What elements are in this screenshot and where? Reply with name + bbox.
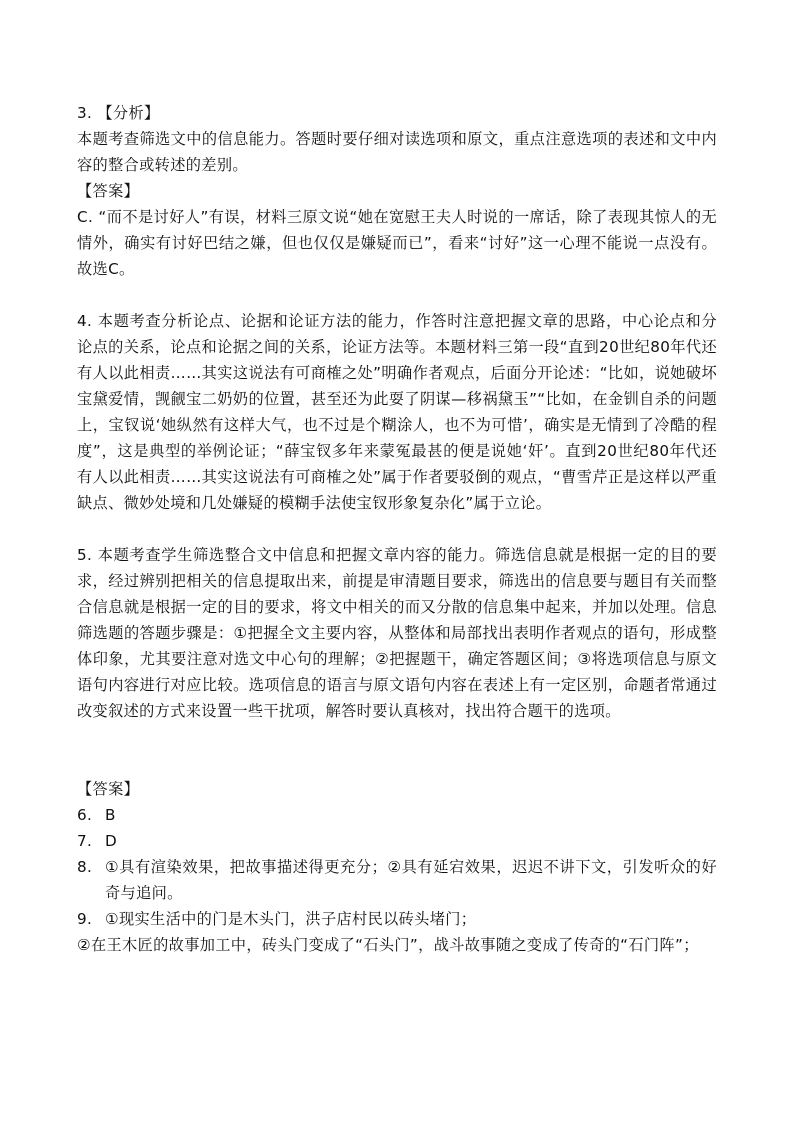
document-page	[77, 100, 717, 958]
section-3-answer-label: 【答案】	[77, 182, 140, 200]
answer-9-continuation: ②在王木匠的故事加工中，砖头门变成了“石头门”，战斗故事随之变成了传奇的“石门阵”；	[77, 936, 699, 954]
answer-item-7	[77, 828, 717, 854]
answers-label: 【答案】	[77, 780, 140, 798]
answer-item-8	[77, 854, 717, 906]
section-3-heading: 3. 【分析】	[77, 104, 160, 122]
section-5-text: 5. 本题考查学生筛选整合文中信息和把握文章内容的能力。筛选信息就是根据一定的目的要求，经过辨别把相关的信息提取出来，前提是审清题目要求，筛选出的信息要与题目有关而整合信息就是根据一定的目的要求，将文中相关的而又分散的信息集中起来，并加以处理。信息筛选题的答题步骤是：①把握全文主要内容，从整体和局部找出表明作者观点的语句，形成整体印象，尤其要注意对选文中心句的理解；②把握题干，确定答题区间；③将选项信息与原文语句内容进行对应比较。选项信息的语言与原文语句内容在表述上有一定区别，命题者常通过改变叙述的方式来设置一些干扰项，解答时要认真核对，找出符合题干的选项。	[77, 546, 717, 720]
answer-item-9	[77, 906, 717, 932]
answer-text: ①现实生活中的门是木头门，洪子店村民以砖头堵门；	[105, 910, 477, 928]
spacer	[77, 516, 717, 542]
section-3-answer-text: C. “而不是讨好人”有误，材料三原文说“她在宽慰王夫人时说的一席话，除了表现其惊人的无情外，确实有讨好巴结之嫌，但也仅仅是嫌疑而已”，看来“讨好”这一心理不能说一点没有。故选C。	[77, 208, 717, 278]
section-3-analysis: 本题考查筛选文中的信息能力。答题时要仔细对读选项和原文，重点注意选项的表述和文中内容的整合或转述的差别。	[77, 130, 717, 174]
answer-text: B	[105, 806, 116, 824]
spacer	[77, 282, 717, 308]
section-4-text: 4. 本题考查分析论点、论据和论证方法的能力，作答时注意把握文章的思路，中心论点和分论点的关系，论点和论据之间的关系，论证方法等。本题材料三第一段“直到20世纪80年代还有人以此相责……其实这说法有可商榷之处”明确作者观点，后面分开论述：“比如，说她破坏宝黛爱情，觊觎宝二奶奶的位置，甚至还为此耍了阴谋—移祸黛玉”“比如，在金钏自杀的问题上，宝钗说‘她纵然有这样大气，也不过是个糊涂人，也不为可惜’，确实是无情到了冷酷的程度”，这是典型的举例论证；“薛宝钗多年来蒙冤最甚的便是说她‘奸’。直到20世纪80年代还有人以此相责……其实这说法有可商榷之处”属于作者要驳倒的观点，“曹雪芹正是这样以严重缺点、微妙处境和几处嫌疑的模糊手法使宝钗形象复杂化”属于立论。	[77, 312, 717, 512]
spacer	[77, 724, 717, 776]
answer-item-6	[77, 802, 717, 828]
answer-number: 8.	[77, 858, 93, 876]
answer-number: 6.	[77, 806, 93, 824]
answer-text: ①具有渲染效果，把故事描述得更充分；②具有延宕效果，迟迟不讲下文，引发听众的好奇与追问。	[105, 858, 717, 902]
answer-text: D	[105, 832, 118, 850]
answer-number: 7.	[77, 832, 93, 850]
answer-number: 9.	[77, 910, 93, 928]
